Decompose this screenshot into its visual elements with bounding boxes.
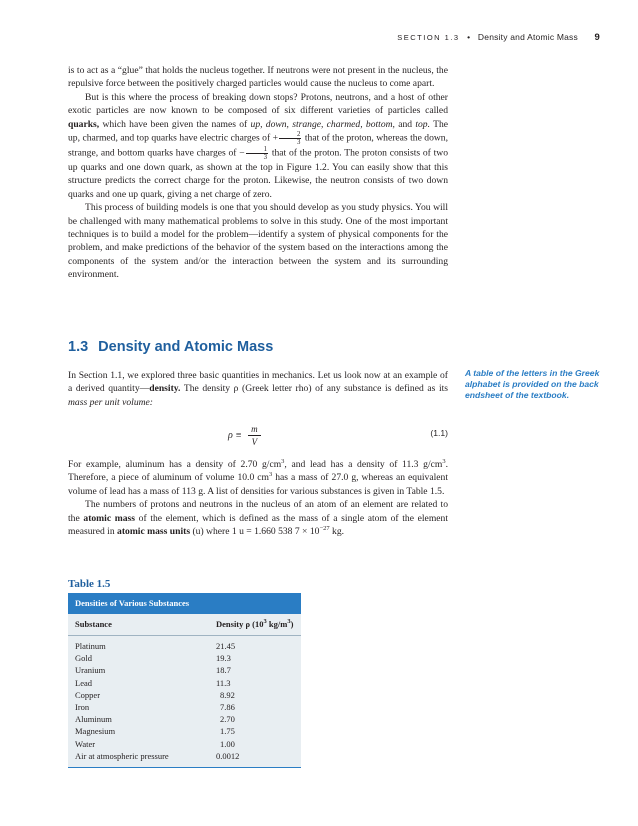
equation-number: (1.1) [430, 428, 448, 438]
p2-text: But is this where the process of breaking down stops? Protons, neutrons, and a host of other exotic particles are now known to be composed of six different varieties of particles called [68, 91, 448, 117]
frac-den: 3 [297, 139, 301, 147]
term-atomic-mass: atomic mass [83, 512, 136, 524]
header-title: Density and Atomic Mass [477, 32, 578, 42]
p2-text: which have been given the names of [99, 118, 251, 130]
paragraph-3: This process of building models is one that you should develop as you study physics. You will be challenged with many mathematical problems to solve in this study. One of the most important techniques is to build a model for the problem—identify a system of physical components for the problem, and make predictions of the behavior of the system based on the interactions among the components of the system and/or the interaction between the system and its surrounding environment. [68, 202, 448, 281]
paragraph-6 [68, 498, 448, 538]
quark-top: top. [415, 118, 431, 130]
table-label: Table 1.5 [68, 578, 111, 590]
p6-text: kg. [329, 526, 345, 538]
cell-density: 19.3 [216, 653, 231, 664]
header-section: SECTION 1.3 [397, 33, 460, 42]
cell-substance: Water [75, 738, 96, 749]
margin-note: A table of the letters in the Greek alphabet is provided on the back endsheet of the textbook. [465, 368, 600, 401]
p6-text: The numbers of protons and neutrons in the nucleus of an atom of an element are related to the [68, 499, 448, 524]
page-number: 9 [594, 32, 600, 43]
cell-density: 8.92 [220, 689, 235, 700]
running-header [397, 32, 600, 43]
cell-density: 0.0012 [216, 750, 240, 761]
table-row [75, 738, 301, 751]
p5-text: , and lead has a density of 11.3 g/cm [284, 459, 443, 470]
frac-num: 2 [279, 131, 301, 139]
col2-text: ) [290, 619, 294, 629]
eq-denominator: V [251, 437, 258, 447]
term-density: density. [149, 383, 181, 395]
body-text-bottom [68, 458, 448, 538]
table-header-row [75, 618, 301, 631]
p2-text: and [394, 118, 416, 130]
paragraph-5 [68, 458, 448, 498]
term-atomic-mass-units: atomic mass units [117, 526, 191, 538]
table-row [75, 701, 301, 714]
p2-text: The up, charmed, and top quarks have electric charges of [68, 118, 449, 144]
frac-num: 1 [246, 146, 268, 154]
p5-text: . Therefore, a piece of aluminum of volume 10.0 cm [68, 459, 448, 484]
p2-text: that of the proton, whereas the down, strange, and bottom quarks have charges of [68, 132, 448, 159]
cell-substance: Gold [75, 653, 92, 664]
cell-density: 21.45 [216, 641, 236, 651]
cell-density: 1.00 [220, 738, 235, 749]
col2-text: kg/m [266, 619, 288, 629]
p4-italic: mass per unit volume: [68, 396, 153, 408]
cell-density: 7.86 [220, 702, 235, 712]
superscript: −27 [319, 524, 330, 532]
equation-1-1 [68, 422, 448, 450]
p6-text: of the element, which is defined as the mass of a single atom of the element measured in [68, 512, 448, 538]
minus-sign: − [239, 147, 245, 159]
superscript: 3 [263, 618, 267, 626]
table-row [75, 750, 301, 763]
cell-substance: Copper [75, 689, 101, 700]
table-row [75, 677, 301, 690]
table-divider [68, 635, 301, 636]
table-row [75, 664, 301, 677]
paragraph-4 [68, 369, 448, 409]
eq-fraction [248, 424, 261, 447]
fraction-one-third [246, 146, 268, 161]
cell-substance: Lead [75, 677, 92, 688]
column-header-substance: Substance [75, 619, 112, 629]
table-row [75, 652, 301, 665]
eq-numerator: m [248, 424, 261, 436]
cell-density: 11.3 [216, 677, 231, 688]
cell-substance: Aluminum [75, 714, 112, 725]
superscript: 3 [287, 618, 291, 626]
quark-names: up, down, strange, charmed, bottom, [250, 118, 395, 130]
body-text-top [68, 64, 448, 282]
paragraph-2 [68, 91, 448, 201]
table-row [75, 689, 301, 702]
superscript: 3 [268, 471, 273, 479]
cell-density: 18.7 [216, 665, 231, 676]
paragraph-1: is to act as a “glue” that holds the nucleus together. If neutrons were not present in the nucleus, the repulsive force between the positively charged particles would cause the nucleus to come apart. [68, 65, 448, 90]
section-number: 1.3 [68, 339, 89, 355]
cell-density: 2.70 [220, 714, 235, 725]
column-header-density [216, 618, 293, 631]
table-caption: Densities of Various Substances [68, 593, 301, 614]
eq-lhs: ρ ≡ [228, 430, 243, 441]
section-title: Density and Atomic Mass [98, 339, 274, 355]
superscript: 3 [442, 457, 446, 465]
density-table [68, 593, 301, 768]
cell-density: 1.75 [220, 726, 235, 737]
cell-substance: Uranium [75, 665, 106, 676]
fraction-two-thirds [279, 131, 301, 146]
cell-substance: Iron [75, 702, 90, 712]
section-heading [68, 339, 273, 355]
table-row [75, 725, 301, 738]
p2-text: that of the proton. The proton consists of two up quarks and one down quark, as shown at the top in Figure 1.2. You can easily show that this structure predicts the correct charge for the proton. Likewise, the neutron consists of two down quarks and one up quark, giving a net charge of zero. [68, 147, 448, 200]
plus-sign: + [272, 132, 279, 144]
p6-text: (u) where 1 u = 1.660 538 7 × 10 [190, 526, 320, 538]
term-quarks: quarks, [68, 118, 100, 130]
body-text-density [68, 369, 448, 409]
cell-substance: Platinum [75, 641, 106, 651]
equation [228, 424, 261, 447]
cell-substance: Air at atmospheric pressure [75, 750, 169, 761]
frac-den: 3 [263, 154, 268, 162]
p4-text: In Section 1.1, we explored three basic quantities in mechanics. Let us look now at an example of a derived quantity— [68, 370, 448, 395]
p4-text: The density ρ (Greek letter rho) of any substance is defined as its [180, 383, 449, 395]
p5-text: has a mass of 27.0 g, whereas an equivalent volume of lead has a mass of 113 g. A list of densities for various substances is given in Table 1.5. [68, 472, 448, 497]
table-row [75, 640, 301, 653]
superscript: 3 [281, 457, 285, 465]
col2-text: Density ρ (10 [216, 619, 264, 629]
cell-substance: Magnesium [75, 726, 116, 737]
header-bullet: • [467, 32, 471, 42]
table-row [75, 713, 301, 726]
p5-text: For example, aluminum has a density of 2.70 g/cm [68, 459, 282, 470]
